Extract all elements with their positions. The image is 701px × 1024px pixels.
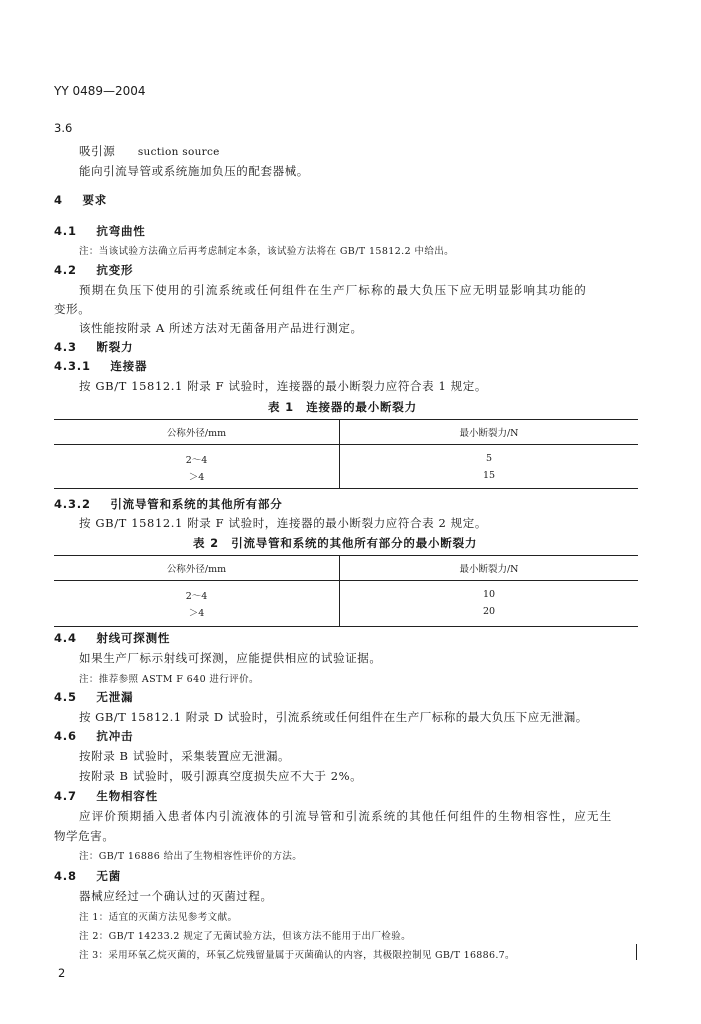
clause-4-3-heading [54, 339, 133, 355]
term-chinese: 吸引源 [79, 144, 116, 158]
table-1-cell-force: 15 [482, 470, 496, 481]
clause-4-8-heading [54, 868, 121, 884]
clause-4-1-number: 4.1 [54, 224, 77, 238]
page-number: 2 [58, 966, 66, 980]
table-2-caption: 表 2 引流导管和系统的其他所有部分的最小断裂力 [193, 536, 478, 550]
term-english: suction source [137, 146, 220, 158]
clause-4-8-text: 器械应经过一个确认过的灭菌过程。 [79, 889, 273, 903]
clause-4-5-heading [54, 689, 133, 705]
table-row [54, 603, 638, 627]
clause-4-5-text: 按 GB/T 15812.1 附录 D 试验时，引流系统或任何组件在生产厂标称的最大负压下应无泄漏。 [79, 710, 588, 724]
clause-4-3-2-heading [54, 496, 283, 512]
section-4-title: 要求 [82, 193, 108, 207]
clause-4-4-heading [54, 630, 170, 646]
clause-4-6-number: 4.6 [54, 729, 77, 743]
table-1-header-force: 最小断裂力/N [340, 420, 639, 445]
term-line [79, 143, 220, 159]
clause-4-1-note: 注：当该试验方法确立后再考虑制定本条，该试验方法将在 GB/T 15812.2 中给出。 [79, 246, 455, 257]
section-4-heading [54, 192, 107, 208]
table-1-cell-diameter: ＞4 [54, 467, 340, 489]
clause-4-3-1-heading [54, 358, 147, 374]
clause-4-4-text: 如果生产厂标示射线可探测，应能提供相应的试验证据。 [79, 651, 382, 665]
clause-4-6-para2: 按附录 B 试验时，吸引源真空度损失应不大于 2%。 [79, 769, 363, 783]
clause-4-2-para1-line2: 变形。 [54, 302, 91, 316]
clause-4-7-heading [54, 788, 158, 804]
table-2 [54, 555, 638, 627]
table-row [54, 467, 638, 489]
table-2-cell-diameter: ＞4 [54, 603, 340, 627]
clause-4-2-heading [54, 262, 133, 278]
clause-4-3-1-text: 按 GB/T 15812.1 附录 F 试验时，连接器的最小断裂力应符合表 1 规定。 [79, 379, 487, 393]
clause-4-3-1-title: 连接器 [110, 359, 148, 373]
standard-code-header: YY 0489—2004 [54, 84, 146, 98]
clause-4-7-note: 注：GB/T 16886 给出了生物相容性评价的方法。 [79, 851, 303, 862]
clause-4-5-number: 4.5 [54, 690, 77, 704]
clause-3-6-number: 3.6 [54, 121, 73, 135]
section-4-number: 4 [54, 193, 63, 207]
table-row [54, 445, 638, 468]
table-2-cell-diameter: 2～4 [54, 581, 340, 604]
clause-4-2-title: 抗变形 [96, 263, 134, 277]
clause-4-7-para-line2: 物学危害。 [54, 829, 115, 843]
table-1-header-row [54, 420, 638, 445]
table-1-header-diameter: 公称外径/mm [54, 420, 340, 445]
table-1-caption: 表 1 连接器的最小断裂力 [268, 400, 417, 414]
revision-bar [636, 944, 637, 960]
clause-4-2-para1-line1: 预期在负压下使用的引流系统或任何组件在生产厂标称的最大负压下应无明显影响其功能的 [79, 283, 587, 297]
clause-4-7-title: 生物相容性 [96, 789, 158, 803]
table-row [54, 581, 638, 604]
clause-4-4-note: 注：推荐参照 ASTM F 640 进行评价。 [79, 674, 259, 685]
clause-4-8-note-2: 注 2：GB/T 14233.2 规定了无菌试验方法，但该方法不能用于出厂检验。 [79, 931, 411, 942]
table-1 [54, 419, 638, 489]
clause-4-8-number: 4.8 [54, 869, 77, 883]
table-2-header-force: 最小断裂力/N [340, 556, 639, 581]
clause-4-2-number: 4.2 [54, 263, 77, 277]
clause-4-2-para2: 该性能按附录 A 所述方法对无菌备用产品进行测定。 [79, 321, 363, 335]
clause-4-4-title: 射线可探测性 [96, 631, 171, 645]
table-2-cell-force: 20 [482, 606, 496, 617]
table-1-cell-force: 5 [485, 453, 493, 464]
clause-4-3-2-text: 按 GB/T 15812.1 附录 F 试验时，连接器的最小断裂力应符合表 2 规定。 [79, 516, 487, 530]
clause-4-6-heading [54, 728, 133, 744]
clause-4-4-number: 4.4 [54, 631, 77, 645]
table-2-header-diameter: 公称外径/mm [54, 556, 340, 581]
clause-4-6-title: 抗冲击 [96, 729, 134, 743]
clause-4-8-note-1: 注 1：适宜的灭菌方法见参考文献。 [79, 912, 238, 923]
table-1-cell-diameter: 2～4 [54, 445, 340, 468]
clause-4-3-title: 断裂力 [96, 340, 134, 354]
clause-4-8-title: 无菌 [96, 869, 122, 883]
clause-4-6-para1: 按附录 B 试验时，采集装置应无泄漏。 [79, 749, 291, 763]
clause-4-7-para-line1: 应评价预期插入患者体内引流液体的引流导管和引流系统的其他任何组件的生物相容性，应无生 [79, 809, 613, 823]
clause-4-1-heading [54, 223, 146, 239]
clause-4-3-1-number: 4.3.1 [54, 359, 91, 373]
table-2-cell-force: 10 [482, 589, 496, 600]
clause-4-3-number: 4.3 [54, 340, 77, 354]
clause-4-3-2-title: 引流导管和系统的其他所有部分 [110, 497, 283, 511]
clause-4-1-title: 抗弯曲性 [96, 224, 146, 238]
table-2-header-row [54, 556, 638, 581]
clause-4-3-2-number: 4.3.2 [54, 497, 91, 511]
clause-4-7-number: 4.7 [54, 789, 77, 803]
clause-4-5-title: 无泄漏 [96, 690, 134, 704]
term-definition: 能向引流导管或系统施加负压的配套器械。 [79, 164, 309, 178]
clause-4-8-note-3: 注 3：采用环氧乙烷灭菌的，环氧乙烷残留量属于灭菌确认的内容，其极限控制见 GB/T 16886.7。 [79, 950, 515, 961]
